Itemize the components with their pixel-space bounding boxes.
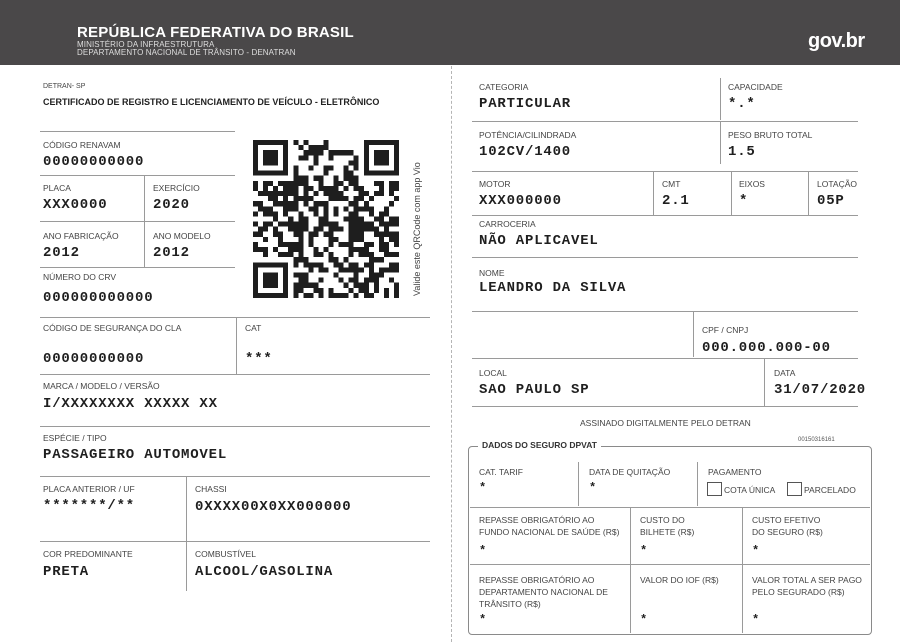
divider [40, 476, 430, 477]
repasse-saude-value: * [479, 544, 488, 558]
repasse-saude-label-2: FUNDO NACIONAL DE SAÚDE (R$) [479, 527, 620, 537]
divider [470, 507, 870, 508]
parcelado-checkbox[interactable] [787, 482, 802, 496]
divider [578, 462, 579, 506]
valor-total-value: * [752, 613, 761, 627]
divider [40, 317, 430, 318]
valor-total-label-2: PELO SEGURADO (R$) [752, 587, 845, 597]
cat-tarif-value: * [479, 481, 488, 495]
divider [764, 358, 765, 406]
renavam-value: 00000000000 [43, 154, 145, 170]
local-value: SAO PAULO SP [479, 382, 590, 398]
divider [144, 221, 145, 267]
capacidade-label: CAPACIDADE [728, 82, 783, 92]
chassi-value: 0XXXX00X0XX000000 [195, 499, 352, 515]
divider [186, 476, 187, 541]
placa-label: PLACA [43, 183, 71, 193]
qr-code [253, 140, 399, 298]
country-title: REPÚBLICA FEDERATIVA DO BRASIL [77, 24, 354, 41]
cat-value: *** [245, 351, 273, 367]
divider [630, 564, 631, 633]
local-label: LOCAL [479, 368, 507, 378]
ano-modelo-label: ANO MODELO [153, 231, 211, 241]
peso-value: 1.5 [728, 144, 756, 160]
signed-note: ASSINADO DIGITALMENTE PELO DETRAN [580, 418, 751, 428]
chassi-label: CHASSI [195, 484, 227, 494]
cat-tarif-label: CAT. TARIF [479, 467, 523, 477]
repasse-denatran-label-2: DEPARTAMENTO NACIONAL DE [479, 587, 608, 597]
issuer-label: DETRAN- SP [43, 83, 86, 90]
custo-efetivo-label-1: CUSTO EFETIVO [752, 515, 821, 525]
divider [40, 131, 235, 132]
divider [236, 317, 237, 374]
divider [742, 507, 743, 564]
placa-anterior-value: *******/** [43, 498, 136, 514]
exercicio-label: EXERCÍCIO [153, 183, 200, 193]
potencia-value: 102CV/1400 [479, 144, 572, 160]
nome-label: NOME [479, 268, 505, 278]
cpf-label: CPF / CNPJ [702, 325, 749, 335]
peso-label: PESO BRUTO TOTAL [728, 130, 813, 140]
placa-anterior-label: PLACA ANTERIOR / UF [43, 484, 135, 494]
cota-unica-label: COTA ÚNICA [724, 485, 776, 495]
crv-label: NÚMERO DO CRV [43, 272, 117, 282]
divider [720, 78, 721, 120]
divider [40, 267, 235, 268]
divider [693, 311, 694, 357]
valor-total-label-1: VALOR TOTAL A SER PAGO [752, 575, 862, 585]
custo-bilhete-label-1: CUSTO DO [640, 515, 685, 525]
department-name: DEPARTAMENTO NACIONAL DE TRÂNSITO - DENATRAN [77, 48, 296, 57]
data-quitacao-value: * [589, 481, 598, 495]
govbr-logo: gov.br [808, 30, 865, 52]
data-label: DATA [774, 368, 796, 378]
divider [40, 221, 235, 222]
pagamento-label: PAGAMENTO [708, 467, 762, 477]
ano-fabricacao-value: 2012 [43, 245, 80, 261]
eixos-value: * [739, 193, 749, 209]
cpf-value: 000.000.000-00 [702, 340, 831, 356]
capacidade-value: *.* [728, 96, 756, 112]
renavam-label: CÓDIGO RENAVAM [43, 140, 121, 150]
divider [472, 311, 858, 312]
divider [472, 406, 858, 407]
divider [40, 175, 235, 176]
divider [470, 564, 870, 565]
divider [186, 541, 187, 591]
potencia-label: POTÊNCIA/CILINDRADA [479, 130, 577, 140]
lotacao-label: LOTAÇÃO [817, 179, 857, 189]
divider [808, 171, 809, 215]
divider [472, 257, 858, 258]
repasse-denatran-label-1: REPASSE OBRIGATÓRIO AO [479, 575, 595, 585]
data-quitacao-label: DATA DE QUITAÇÃO [589, 467, 671, 477]
ano-fabricacao-label: ANO FABRICAÇÃO [43, 231, 119, 241]
custo-bilhete-label-2: BILHETE (R$) [640, 527, 695, 537]
especie-label: ESPÉCIE / TIPO [43, 433, 107, 443]
cor-value: PRETA [43, 564, 90, 580]
custo-bilhete-value: * [640, 544, 649, 558]
divider [653, 171, 654, 215]
dpvat-code: 00150316161 [798, 437, 835, 443]
divider [630, 507, 631, 564]
motor-value: XXX000000 [479, 193, 562, 209]
fold-line [451, 66, 452, 642]
divider [40, 426, 430, 427]
cota-unica-checkbox[interactable] [707, 482, 722, 496]
custo-efetivo-value: * [752, 544, 761, 558]
parcelado-label: PARCELADO [804, 485, 856, 495]
nome-value: LEANDRO DA SILVA [479, 280, 627, 296]
divider [472, 215, 858, 216]
cmt-value: 2.1 [662, 193, 690, 209]
eixos-label: EIXOS [739, 179, 765, 189]
divider [697, 462, 698, 506]
categoria-label: CATEGORIA [479, 82, 529, 92]
motor-label: MOTOR [479, 179, 511, 189]
exercicio-value: 2020 [153, 197, 190, 213]
placa-value: XXX0000 [43, 197, 108, 213]
cat-label: CAT [245, 323, 262, 333]
combustivel-label: COMBUSTÍVEL [195, 549, 256, 559]
divider [472, 121, 858, 122]
especie-value: PASSAGEIRO AUTOMOVEL [43, 447, 228, 463]
marca-value: I/XXXXXXXX XXXXX XX [43, 396, 218, 412]
divider [720, 121, 721, 164]
combustivel-value: ALCOOL/GASOLINA [195, 564, 334, 580]
lotacao-value: 05P [817, 193, 845, 209]
divider [144, 175, 145, 221]
carroceria-value: NÃO APLICAVEL [479, 233, 599, 249]
divider [40, 541, 430, 542]
cla-label: CÓDIGO DE SEGURANÇA DO CLA [43, 323, 182, 333]
carroceria-label: CARROCERIA [479, 219, 536, 229]
ministry-name: MINISTÉRIO DA INFRAESTRUTURA [77, 40, 215, 49]
cmt-label: CMT [662, 179, 681, 189]
marca-label: MARCA / MODELO / VERSÃO [43, 381, 160, 391]
cla-value: 00000000000 [43, 351, 145, 367]
valor-iof-value: * [640, 613, 649, 627]
repasse-denatran-value: * [479, 613, 488, 627]
divider [472, 171, 858, 172]
custo-efetivo-label-2: DO SEGURO (R$) [752, 527, 823, 537]
divider [731, 171, 732, 215]
categoria-value: PARTICULAR [479, 96, 572, 112]
qr-caption: Valide este QRCode com app Vio [412, 162, 422, 296]
crv-value: 000000000000 [43, 290, 154, 306]
divider [742, 564, 743, 633]
cor-label: COR PREDOMINANTE [43, 549, 133, 559]
divider [40, 374, 430, 375]
data-value: 31/07/2020 [774, 382, 867, 398]
divider [472, 358, 858, 359]
repasse-saude-label-1: REPASSE OBRIGATÓRIO AO [479, 515, 595, 525]
valor-iof-label: VALOR DO IOF (R$) [640, 575, 719, 585]
document-title: CERTIFICADO DE REGISTRO E LICENCIAMENTO DE VEÍCULO - ELETRÔNICO [43, 97, 380, 107]
dpvat-title: DADOS DO SEGURO DPVAT [478, 440, 601, 450]
repasse-denatran-label-3: TRÂNSITO (R$) [479, 599, 541, 609]
ano-modelo-value: 2012 [153, 245, 190, 261]
